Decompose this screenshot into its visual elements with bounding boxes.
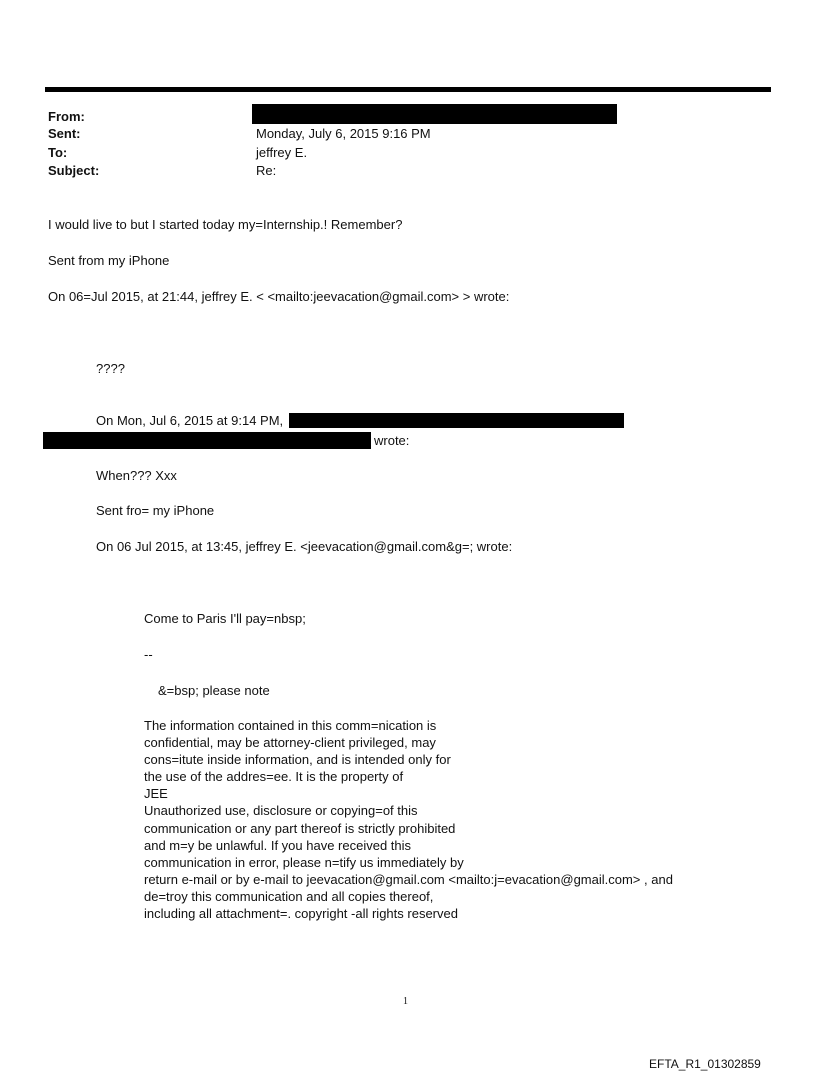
quote-sender-redaction-2 (43, 432, 371, 449)
quote-question-marks: ???? (96, 361, 125, 376)
from-label: From: (48, 109, 85, 124)
quote-signature: Sent fro= my iPhone (96, 503, 215, 518)
disclaimer-block (144, 717, 673, 922)
quote-nested-header: On 06 Jul 2015, at 13:45, jeffrey E. <jeevacation@gmail.com&g=; wrote: (96, 539, 513, 554)
nested-please-note: &=bsp; please note (158, 683, 270, 698)
sent-value: Monday, July 6, 2015 9:16 PM (256, 126, 431, 141)
disclaimer-line: the use of the addres=ee. It is the property of (144, 769, 404, 785)
disclaimer-line: de=troy this communication and all copies thereof, (144, 888, 434, 904)
disclaimer-line: and m=y be unlawful. If you have received this (144, 837, 412, 853)
bates-number: EFTA_R1_01302859 (649, 1057, 761, 1071)
body-line-reply: I would live to but I started today my=Internship.! Remember? (48, 217, 403, 232)
quote-sender-redaction-1 (289, 413, 624, 428)
disclaimer-line: Unauthorized use, disclosure or copying=of this (144, 803, 418, 819)
quote-on-date-prefix: On Mon, Jul 6, 2015 at 9:14 PM, (96, 413, 284, 428)
to-value: jeffrey E. (256, 145, 308, 160)
sent-label: Sent: (48, 126, 81, 141)
disclaimer-line: communication or any part thereof is strictly prohibited (144, 820, 456, 836)
body-line-quote-header: On 06=Jul 2015, at 21:44, jeffrey E. < <mailto:jeevacation@gmail.com> > wrote: (48, 289, 510, 304)
subject-value: Re: (256, 163, 277, 178)
disclaimer-line: The information contained in this comm=nication is (144, 718, 437, 733)
disclaimer-line: cons=itute inside information, and is intended only for (144, 752, 451, 768)
body-line-signature: Sent from my iPhone (48, 253, 170, 268)
from-redaction (252, 104, 617, 124)
to-label: To: (48, 145, 68, 160)
quote-when: When??? Xxx (96, 468, 177, 483)
page-number: 1 (403, 996, 408, 1007)
disclaimer-line: including all attachment=. copyright -all rights reserved (144, 906, 458, 922)
quote-wrote: wrote: (374, 433, 410, 448)
disclaimer-line: JEE (144, 786, 168, 802)
nested-separator: -- (144, 647, 153, 662)
disclaimer-line: communication in error, please n=tify us immediately by (144, 854, 464, 870)
nested-message: Come to Paris I'll pay=nbsp; (144, 611, 306, 626)
disclaimer-line: confidential, may be attorney-client privileged, may (144, 735, 436, 751)
header-rule (45, 87, 771, 92)
disclaimer-line: return e-mail or by e-mail to jeevacation@gmail.com <mailto:j=evacation@gmail.com> , and (144, 871, 673, 887)
subject-label: Subject: (48, 163, 100, 178)
